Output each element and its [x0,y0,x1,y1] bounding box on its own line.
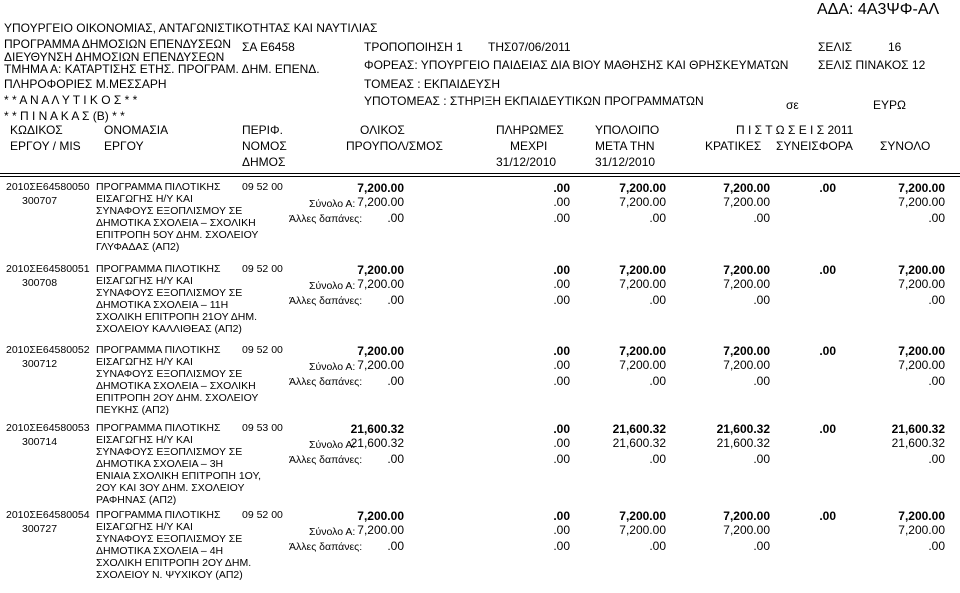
main-value: .00 [819,422,836,436]
description-line: ΠΡΟΓΡΑΜΜΑ ΠΙΛΟΤΙΚΗΣ [96,181,221,193]
col-name-line2: ΕΡΓΟΥ [104,139,144,153]
subtotal-a-value: 7,200.00 [357,358,404,372]
main-value: 21,600.32 [891,422,945,436]
col-region-line3: ΔΗΜΟΣ [242,155,286,169]
main-value: .00 [819,344,836,358]
subtotal-a-value: 7,200.00 [898,195,945,209]
subtotal-a-value: 7,200.00 [619,523,666,537]
subtotal-a-value: 7,200.00 [898,358,945,372]
other-expenses-value: .00 [387,452,404,466]
main-value: 7,200.00 [898,344,945,358]
description-line: ΠΡΟΓΡΑΜΜΑ ΠΙΛΟΤΙΚΗΣ [96,509,221,521]
col-sum: ΣΥΝΟΛΟ [880,139,931,153]
other-expenses-value: .00 [928,539,945,553]
subsector-label: ΥΠΟΤΟΜΕΑΣ : ΣΤΗΡΙΞΗ ΕΚΠΑΙΔΕΥΤΙΚΩΝ ΠΡΟΓΡΑΜΜΑΤΩΝ [364,94,704,108]
info-contact: ΠΛΗΡΟΦΟΡΙΕΣ Μ.ΜΕΣΣΑΡΗ [4,77,167,91]
project-mis: 300707 [22,195,58,207]
col-credits-title: Π Ι Σ Τ Ω Σ Ε Ι Σ 2011 [736,123,854,137]
col-remaining-line3: 31/12/2010 [595,155,656,169]
main-value: 7,200.00 [723,344,770,358]
description-line: ΔΗΜΟΤΙΚΑ ΣΧΟΛΕΙΑ – 11Η [96,299,229,311]
header-divider-top [0,173,960,174]
description-line: 2ΟΥ ΚΑΙ 3ΟΥ ΔΗΜ. ΣΧΟΛΕΙΟΥ [96,482,245,494]
description-line: ΔΗΜΟΤΙΚΑ ΣΧΟΛΕΙΑ – ΣΧΟΛΙΚΗ [96,217,256,229]
other-expenses-value: .00 [753,293,770,307]
description-line: ΕΙΣΑΓΩΓΗΣ Η/Υ ΚΑΙ [96,356,193,368]
other-expenses-label: Άλλες δαπάνες: [289,295,363,307]
program-title: ΠΡΟΓΡΑΜΜΑ ΔΗΜΟΣΙΩΝ ΕΠΕΝΔΥΣΕΩΝ [4,37,231,51]
other-expenses-value: .00 [928,211,945,225]
subtotal-a-value: 7,200.00 [619,358,666,372]
description-line: ΠΡΟΓΡΑΜΜΑ ΠΙΛΟΤΙΚΗΣ [96,422,221,434]
project-code: 2010ΣΕ64580050 [6,181,90,193]
project-description [96,509,252,581]
col-total-line2: ΠΡΟΥΠΟΛ/ΣΜΟΣ [346,139,443,153]
currency-label: ΕΥΡΩ [873,98,906,112]
project-record [0,422,960,506]
project-mis: 300712 [22,358,58,370]
description-line: ΓΛΥΦΑΔΑΣ (ΑΠ2) [96,241,180,253]
col-name-line1: ΟΝΟΜΑΣΙΑ [104,123,169,137]
other-expenses-value: .00 [649,539,666,553]
other-expenses-label: Άλλες δαπάνες: [289,541,363,553]
project-record [0,344,960,428]
subtotal-a-label: Σύνολο Α: [309,526,356,538]
description-line: ΣΧΟΛΙΚΗ ΕΠΙΤΡΟΠΗ 2ΟΥ ΔΗΜ. [96,557,252,569]
description-line: ΠΡΟΓΡΑΜΜΑ ΠΙΛΟΤΙΚΗΣ [96,344,221,356]
project-code: 2010ΣΕ64580051 [6,263,90,275]
main-value: .00 [819,181,836,195]
amendment-label: ΤΡΟΠΟΠΟΙΗΣΗ 1 [364,40,463,54]
analysis-label: * * Α Ν Α Λ Υ Τ Ι Κ Ο Σ * * [4,93,138,107]
main-value: 7,200.00 [723,509,770,523]
project-code: 2010ΣΕ64580054 [6,509,90,521]
project-description [96,181,259,253]
other-expenses-value: .00 [928,293,945,307]
main-value: .00 [553,509,570,523]
other-expenses-value: .00 [387,211,404,225]
other-expenses-value: .00 [649,374,666,388]
main-value: 7,200.00 [619,509,666,523]
col-code-line2: ΕΡΓΟΥ / MIS [10,139,81,153]
page-number: 16 [888,40,902,54]
other-expenses-value: .00 [928,452,945,466]
project-region: 09 52 00 [242,344,283,356]
main-value: 7,200.00 [357,509,404,523]
main-value: 7,200.00 [619,344,666,358]
main-value: 21,600.32 [716,422,770,436]
other-expenses-label: Άλλες δαπάνες: [289,454,363,466]
sa-code: ΣΑ Ε6458 [242,40,295,54]
other-expenses-value: .00 [553,293,570,307]
description-line: ΕΙΣΑΓΩΓΗΣ Η/Υ ΚΑΙ [96,275,193,287]
description-line: ΔΗΜΟΤΙΚΑ ΣΧΟΛΕΙΑ – 4Η [96,545,224,557]
page-label: ΣΕΛΙΣ [818,40,853,54]
other-expenses-value: .00 [553,374,570,388]
description-line: ΕΙΣΑΓΩΓΗΣ Η/Υ ΚΑΙ [96,434,193,446]
other-expenses-value: .00 [649,293,666,307]
project-description [96,422,262,506]
project-mis: 300727 [22,523,58,535]
main-value: 7,200.00 [357,263,404,277]
subtotal-a-value: 7,200.00 [898,277,945,291]
project-record [0,181,960,265]
subtotal-a-value: .00 [553,523,570,537]
col-code-line1: ΚΩΔΙΚΟΣ [10,123,63,137]
description-line: ΡΑΦΗΝΑΣ (ΑΠ2) [96,494,177,506]
ministry-title: ΥΠΟΥΡΓΕΙΟ ΟΙΚΟΝΟΜΙΑΣ, ΑΝΤΑΓΩΝΙΣΤΙΚΟΤΗΤΑΣ ΚΑΙ ΝΑΥΤΙΛΙΑΣ [4,21,378,35]
subtotal-a-value: 7,200.00 [619,277,666,291]
subtotal-a-value: 7,200.00 [357,277,404,291]
other-expenses-value: .00 [553,211,570,225]
other-expenses-value: .00 [387,293,404,307]
project-region: 09 52 00 [242,263,283,275]
description-line: ΕΙΣΑΓΩΓΗΣ Η/Υ ΚΑΙ [96,193,193,205]
col-region-line2: ΝΟΜΟΣ [242,139,287,153]
directorate-title: ΔΙΕΥΘΥΝΣΗ ΔΗΜΟΣΙΩΝ ΕΠΕΝΔΥΣΕΩΝ [4,50,225,64]
main-value: 7,200.00 [357,181,404,195]
subtotal-a-value: 7,200.00 [723,195,770,209]
description-line: ΠΕΥΚΗΣ (ΑΠ2) [96,404,170,416]
main-value: 7,200.00 [619,263,666,277]
main-value: 7,200.00 [723,263,770,277]
project-code: 2010ΣΕ64580052 [6,344,90,356]
main-value: 7,200.00 [357,344,404,358]
department-title: ΤΜΗΜΑ Α: ΚΑΤΑΡΤΙΣΗΣ ΕΤΗΣ. ΠΡΟΓΡΑΜ. ΔΗΜ. ΕΠΕΝΔ. [4,62,320,76]
other-expenses-value: .00 [649,211,666,225]
other-expenses-value: .00 [387,374,404,388]
subtotal-a-label: Σύνολο Α: [309,198,356,210]
project-description [96,263,257,335]
main-value: .00 [553,422,570,436]
project-mis: 300714 [22,436,58,448]
col-state: ΚΡΑΤΙΚΕΣ [705,139,762,153]
project-record [0,509,960,593]
other-expenses-label: Άλλες δαπάνες: [289,213,363,225]
main-value: 21,600.32 [612,422,666,436]
subtotal-a-value: .00 [553,358,570,372]
col-paid-line1: ΠΛΗΡΩΜΕΣ [496,123,564,137]
subtotal-a-label: Σύνολο Α: [309,439,356,451]
description-line: ΣΧΟΛΕΙΟΥ ΚΑΛΛΙΘΕΑΣ (ΑΠ2) [96,323,242,335]
description-line: ΕΙΣΑΓΩΓΗΣ Η/Υ ΚΑΙ [96,521,193,533]
col-remaining-line1: ΥΠΟΛΟΙΠΟ [595,123,660,137]
col-remaining-line2: ΜΕΤΑ ΤΗΝ [595,139,655,153]
subtotal-a-value: .00 [553,195,570,209]
col-total-line1: ΟΛΙΚΟΣ [360,123,405,137]
description-line: ΠΡΟΓΡΑΜΜΑ ΠΙΛΟΤΙΚΗΣ [96,263,221,275]
main-value: 7,200.00 [898,509,945,523]
other-expenses-value: .00 [753,452,770,466]
main-value: 7,200.00 [723,181,770,195]
description-line: ΣΥΝΑΦΟΥΣ ΕΞΟΠΛΙΣΜΟΥ ΣΕ [96,287,243,299]
subtotal-a-value: 21,600.32 [891,436,945,450]
subtotal-a-label: Σύνολο Α: [309,280,356,292]
table-label: * * Π Ι Ν Α Κ Α Σ (Β) * * [4,109,125,123]
subtotal-a-value: 7,200.00 [357,195,404,209]
other-expenses-value: .00 [753,374,770,388]
main-value: .00 [553,263,570,277]
description-line: ΕΝΙΑΙΑ ΣΧΟΛΙΚΗ ΕΠΙΤΡΟΠΗ 1ΟΥ, [96,470,262,482]
col-paid-line3: 31/12/2010 [496,155,557,169]
subtotal-a-value: 7,200.00 [357,523,404,537]
subtotal-a-value: 7,200.00 [619,195,666,209]
main-value: .00 [553,181,570,195]
currency-prefix: σε [786,98,799,112]
main-value: 7,200.00 [898,181,945,195]
subtotal-a-value: 21,600.32 [716,436,770,450]
description-line: ΣΥΝΑΦΟΥΣ ΕΞΟΠΛΙΣΜΟΥ ΣΕ [96,368,243,380]
main-value: .00 [553,344,570,358]
subtotal-a-value: 21,600.32 [350,436,404,450]
agency-label: ΦΟΡΕΑΣ: ΥΠΟΥΡΓΕΙΟ ΠΑΙΔΕΙΑΣ ΔΙΑ ΒΙΟΥ ΜΑΘΗΣΗΣ ΚΑΙ ΘΡΗΣΚΕΥΜΑΤΩΝ [364,58,789,72]
amendment-date: ΤΗΣ07/06/2011 [488,40,571,54]
subtotal-a-value: .00 [553,436,570,450]
col-region-line1: ΠΕΡΙΦ. [242,123,283,137]
description-line: ΕΠΙΤΡΟΠΗ 5ΟΥ ΔΗΜ. ΣΧΟΛΕΙΟΥ [96,229,259,241]
col-paid-line2: ΜΕΧΡΙ [510,139,548,153]
project-region: 09 52 00 [242,509,283,521]
subtotal-a-value: .00 [553,277,570,291]
project-mis: 300708 [22,277,58,289]
table-page-label: ΣΕΛΙΣ ΠΙΝΑΚΟΣ 12 [818,58,926,72]
project-code: 2010ΣΕ64580053 [6,422,90,434]
subtotal-a-value: 21,600.32 [612,436,666,450]
main-value: .00 [819,509,836,523]
other-expenses-value: .00 [553,539,570,553]
description-line: ΔΗΜΟΤΙΚΑ ΣΧΟΛΕΙΑ – 3Η [96,458,224,470]
subtotal-a-value: 7,200.00 [723,358,770,372]
description-line: ΣΥΝΑΦΟΥΣ ΕΞΟΠΛΙΣΜΟΥ ΣΕ [96,205,243,217]
other-expenses-value: .00 [649,452,666,466]
other-expenses-value: .00 [753,539,770,553]
description-line: ΣΧΟΛΙΚΗ ΕΠΙΤΡΟΠΗ 21ΟΥ ΔΗΜ. [96,311,257,323]
ada-code: ΑΔΑ: 4Α3ΨΦ-ΑΛ [817,1,940,18]
other-expenses-value: .00 [553,452,570,466]
header-divider-bottom [0,176,960,177]
subtotal-a-value: 7,200.00 [898,523,945,537]
description-line: ΕΠΙΤΡΟΠΗ 2ΟΥ ΔΗΜ. ΣΧΟΛΕΙΟΥ [96,392,259,404]
other-expenses-label: Άλλες δαπάνες: [289,376,363,388]
sector-label: ΤΟΜΕΑΣ : ΕΚΠΑΙΔΕΥΣΗ [364,77,500,91]
subtotal-a-label: Σύνολο Α: [309,361,356,373]
description-line: ΣΥΝΑΦΟΥΣ ΕΞΟΠΛΙΣΜΟΥ ΣΕ [96,533,243,545]
main-value: .00 [819,263,836,277]
description-line: ΔΗΜΟΤΙΚΑ ΣΧΟΛΕΙΑ – ΣΧΟΛΙΚΗ [96,380,256,392]
description-line: ΣΧΟΛΕΙΟΥ Ν. ΨΥΧΙΚΟΥ (ΑΠ2) [96,569,243,581]
other-expenses-value: .00 [928,374,945,388]
project-description [96,344,259,416]
project-region: 09 53 00 [242,422,283,434]
main-value: 7,200.00 [619,181,666,195]
col-contribution: ΣΥΝΕΙΣΦΟΡΑ [776,139,853,153]
main-value: 21,600.32 [350,422,404,436]
project-record [0,263,960,347]
project-region: 09 52 00 [242,181,283,193]
main-value: 7,200.00 [898,263,945,277]
other-expenses-value: .00 [387,539,404,553]
description-line: ΣΥΝΑΦΟΥΣ ΕΞΟΠΛΙΣΜΟΥ ΣΕ [96,446,243,458]
other-expenses-value: .00 [753,211,770,225]
subtotal-a-value: 7,200.00 [723,523,770,537]
subtotal-a-value: 7,200.00 [723,277,770,291]
